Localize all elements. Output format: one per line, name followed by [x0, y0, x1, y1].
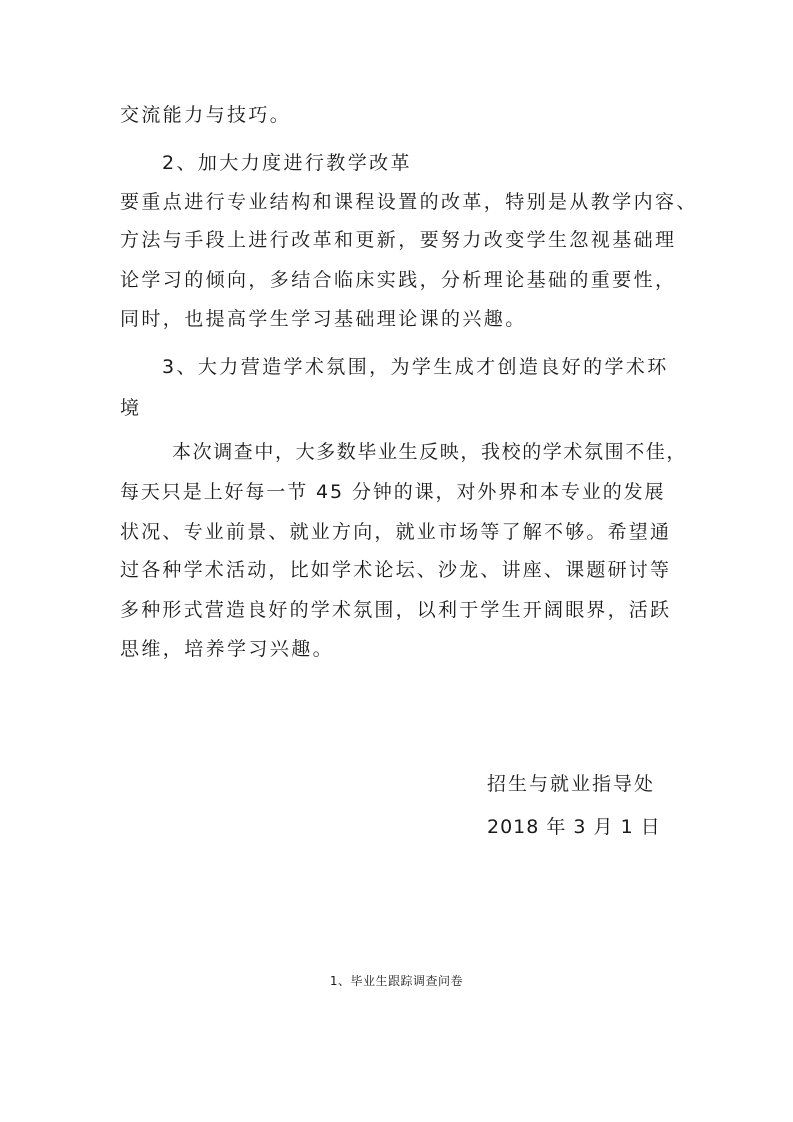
body-line: 同时，也提高学生学习基础理论课的兴趣。 [120, 308, 527, 330]
body-line: 方法与手段上进行改革和更新，要努力改变学生忽视基础理 [120, 229, 677, 251]
body-line: 过各种学术活动，比如学术论坛、沙龙、讲座、课题研讨等 [120, 559, 672, 581]
signature-date: 2018 年 3 月 1 日 [487, 816, 661, 838]
body-line: 每天只是上好每一节 45 分钟的课，对外界和本专业的发展 [120, 481, 666, 503]
body-line: 状况、专业前景、就业方向，就业市场等了解不够。希望通 [120, 521, 672, 543]
body-line: 本次调查中，大多数毕业生反映，我校的学术氛围不佳， [172, 441, 688, 463]
body-line: 要重点进行专业结构和课程设置的改革，特别是从教学内容、 [120, 191, 698, 213]
section-heading-2: 2、加大力度进行教学改革 [162, 152, 412, 174]
footer-caption: 1、毕业生跟踪调查问卷 [329, 974, 464, 988]
signature-office: 招生与就业指导处 [487, 773, 656, 795]
section-heading-3-continued: 境 [120, 397, 142, 419]
body-line: 多种形式营造良好的学术氛围，以利于学生开阔眼界，活跃 [120, 599, 672, 621]
body-line: 思维，培养学习兴趣。 [120, 638, 335, 660]
section-heading-3: 3、大力营造学术氛围，为学生成才创造良好的学术环 [162, 356, 669, 378]
body-line: 交流能力与技巧。 [120, 104, 292, 126]
body-line: 论学习的倾向，多结合临床实践，分析理论基础的重要性， [120, 269, 677, 291]
